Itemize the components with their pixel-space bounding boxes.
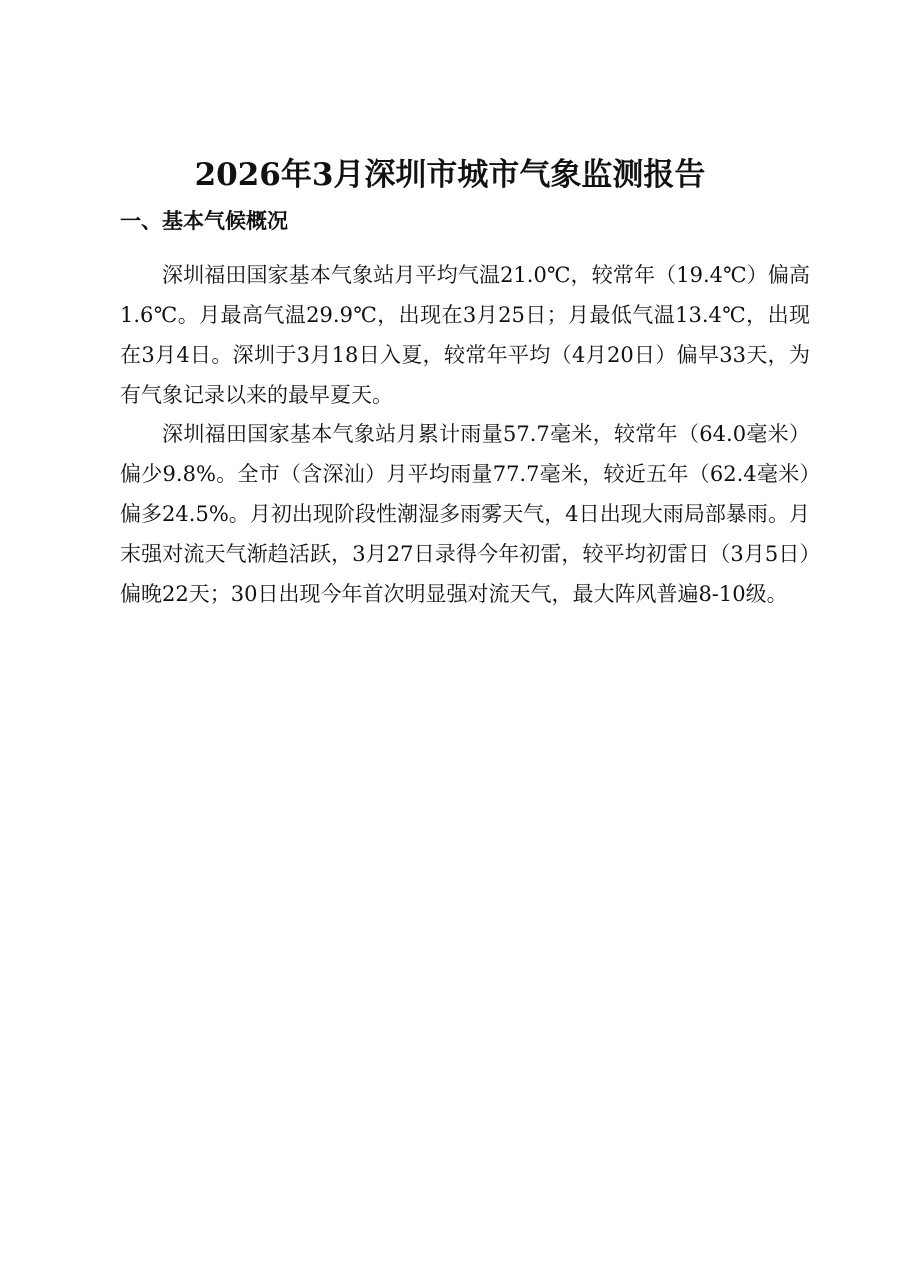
section-heading-basic-climate: 一、基本气候概况 [120, 209, 288, 233]
paragraph-rainfall: 深圳福田国家基本气象站月累计雨量57.7毫米，较常年（64.0毫米）偏少9.8%。全市（含深汕）月平均雨量77.7毫米，较近五年（62.4毫米）偏多24.5%。月初出现阶段性潮湿多雨雾天气，4日出现大雨局部暴雨。月末强对流天气渐趋活跃，3月27日录得今年初雷，较平均初雷日（3月5日）偏晚22天；30日出现今年首次明显强对流天气，最大阵风普遍8-10级。 [120, 422, 810, 606]
paragraph-temperature-block [120, 255, 810, 415]
paragraph-rainfall-block [120, 414, 810, 614]
page-title: 2026年3月深圳市城市气象监测报告 [194, 156, 706, 193]
paragraph-temperature: 深圳福田国家基本气象站月平均气温21.0℃，较常年（19.4℃）偏高1.6℃。月最高气温29.9℃，出现在3月25日；月最低气温13.4℃，出现在3月4日。深圳于3月18日入夏，较常年平均（4月20日）偏早33天，为有气象记录以来的最早夏天。 [120, 263, 810, 407]
